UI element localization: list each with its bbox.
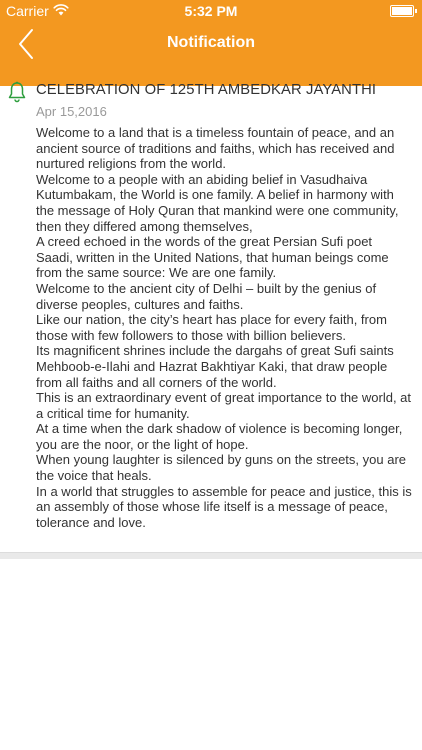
paragraph: Welcome to a land that is a timeless fountain of peace, and an ancient source of traditions and faiths, which has received and nurtured religions from the world. [36, 125, 395, 172]
paragraph: In a world that struggles to assemble for peace and justice, this is an assembly of those whose life itself is a message of peace, tolerance and love. [36, 483, 412, 530]
notification-date: Apr 15,2016 [36, 104, 107, 119]
paragraph: When young laughter is silenced by guns on the streets, you are the voice that heals. [36, 452, 406, 484]
battery-icon [390, 5, 414, 17]
page-title: Notification [167, 34, 255, 51]
navigation-bar [0, 0, 422, 86]
notification-body [36, 125, 412, 530]
list-divider [0, 552, 422, 559]
bell-icon [7, 81, 27, 103]
status-time: 5:32 PM [184, 3, 238, 19]
paragraph: Welcome to a people with an abiding belief in Vasudhaiva Kutumbakam, the World is one family. A belief in harmony with the message of Holy Quran that mankind were one community, then they differed among themselves, [36, 171, 399, 234]
paragraph: Like our nation, the city’s heart has place for every faith, from those with few followers to those with billion believers. [36, 312, 387, 343]
status-bar [0, 0, 422, 22]
carrier-label: Carrier [6, 3, 49, 19]
paragraph: This is an extraordinary event of great importance to the world, at a critical time for humanity. [36, 390, 412, 421]
notification-title: CELEBRATION OF 125TH AMBEDKAR JAYANTHI [36, 82, 377, 98]
paragraph: At a time when the dark shadow of violence is becoming longer, you are the noor, or the light of hope. [36, 421, 403, 452]
notification-list [0, 82, 422, 538]
paragraph: A creed echoed in the words of the great Persian Sufi poet Saadi, written in the United Nations, that human beings come from the same source: We are one family. [36, 234, 389, 281]
paragraph: Its magnificent shrines include the dargahs of great Sufi saints Mehboob-e-Ilahi and Hazrat Bakhtiyar Kaki, that draw people from all faiths and all corners of the world. [36, 343, 394, 390]
paragraph: Welcome to the ancient city of Delhi – built by the genius of diverse peoples, cultures and faiths. [36, 280, 377, 312]
notification-item[interactable] [0, 82, 422, 538]
